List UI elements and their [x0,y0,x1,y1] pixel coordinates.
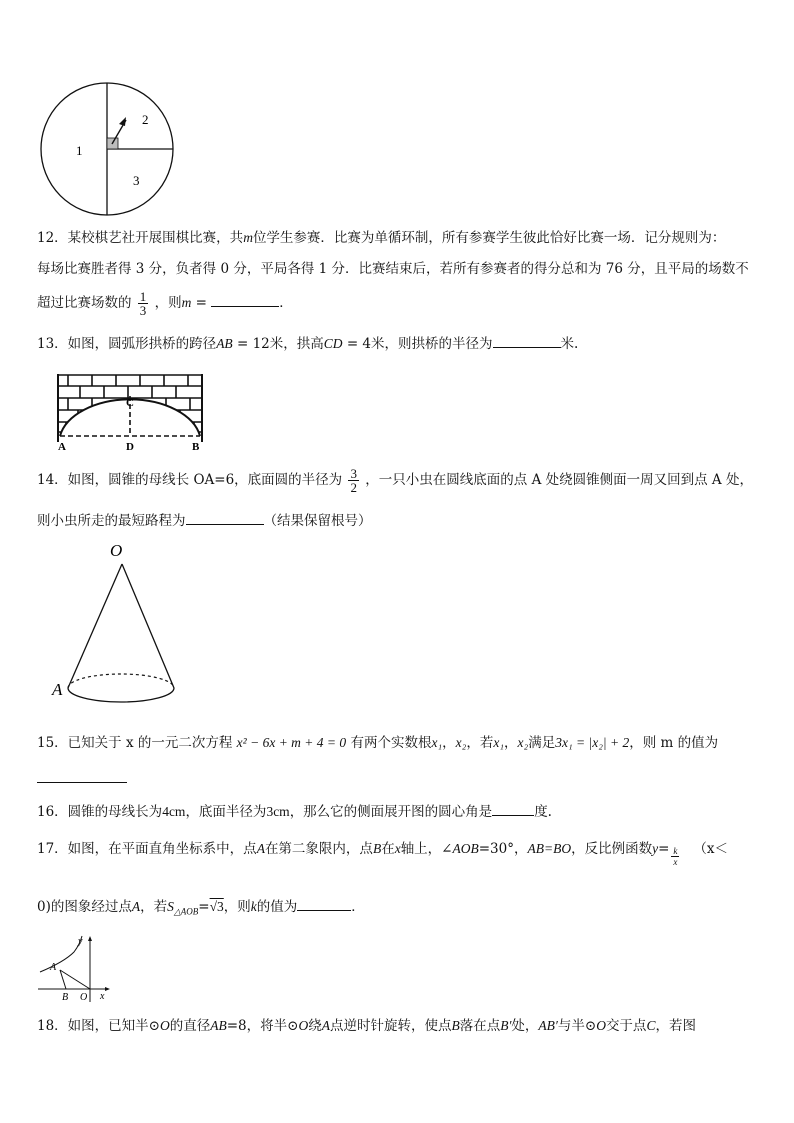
condition: 3x₁ = |x₂| + 2 [555,735,630,750]
q18-line: 18．如图，已知半⊙O的直径AB=8，将半⊙O绕A点逆时针旋转，使点B落在点B′处，AB′与半⊙O交于点C，若图 [37,1018,696,1034]
spinner-figure [38,82,178,222]
arrow-head-icon [119,117,126,126]
cone-base-back [68,674,174,688]
answer-blank-q17[interactable] [297,896,351,911]
q15-answer-line [37,768,127,788]
fraction-k-over-x: $\frac{k}{x}$ [673,846,678,867]
answer-blank-q13[interactable] [493,333,561,348]
fraction-three-halves: $\frac{3}{2}$ [350,466,357,495]
q14-line-1: 14．如图，圆锥的母线长 OA=6，底面圆的半径为 $\frac{3}{2}$ ，一只小虫在圆线底面的点 A 处绕圆锥侧面一周又回到点 A 处， [37,466,753,495]
point-label-b: B [62,992,69,1003]
q12-line-2: 每场比赛胜者得 3 分，负者得 0 分，平局各得 1 分．比赛结束后，若所有参赛者的得分总和为 76 分，且平局的场数不 [37,261,749,277]
fraction-one-third: $\frac{1}{3}$ [139,289,147,318]
x-axis-arrow-icon [105,987,110,991]
q16-line: 16．圆锥的母线长为4cm，底面半径为3cm，那么它的侧面展开图的圆心角是 度. [37,801,552,821]
axis-label-y: y [78,936,83,947]
bridge-figure [54,370,209,452]
axis-label-x: x [100,991,105,1002]
answer-blank-q14[interactable] [186,510,264,525]
spinner-label-1: 1 [76,143,83,158]
q15-line: 15．已知关于 x 的一元二次方程 x² − 6x + m + 4 = 0 有两个实数根x₁，x₂，若x₁，x₂满足3x₁ = |x₂| + 2，则 m 的值为 [37,735,719,751]
answer-blank-q16[interactable] [492,801,534,816]
spinner-label-3: 3 [133,173,140,188]
bridge-label-a: A [58,441,66,452]
q17-line-2: 0)的图象经过点A，若$S_{\triangle AOB}=√3$，则k的值为 ． [37,896,365,921]
answer-blank-q12[interactable] [211,292,279,307]
cone-generatrix-left [68,564,122,688]
bridge-label-d: D [126,441,134,452]
cone-label-a: A [52,680,63,699]
bridge-label-c: C [126,397,134,409]
equation: x² − 6x + m + 4 = 0 [236,735,347,750]
cone-generatrix-right [122,564,174,688]
point-label-a: A [50,962,57,973]
q13-line: 13．如图，圆弧形拱桥的跨径AB = 12米，拱高CD = 4米，则拱桥的半径为 米. [37,333,578,353]
q17-line-1: 17．如图，在平面直角坐标系中，点A在第二象限内，点B在x轴上，∠AOB=30°，AB=BO，反比例函数y= $\frac{k}{x}$ （x＜ [37,841,729,867]
cone-label-o: O [110,541,123,560]
cone-figure [48,538,188,708]
coordinate-figure [36,932,116,1004]
q12-line-1: 12．某校棋艺社开展围棋比赛，共m位学生参赛．比赛为单循环制，所有参赛学生彼此恰好比赛一场．记分规则为： [37,230,726,246]
point-label-o: O [80,992,88,1003]
q14-line-2: 则小虫所走的最短路程为 （结果保留根号） [37,510,372,530]
y-axis-arrow-icon [88,936,92,941]
answer-blank-q15[interactable] [37,768,127,783]
segment-oa [60,970,90,989]
q12-line-3: 超过比赛场数的 $\frac{1}{3}$ ，则m = ． [37,289,293,318]
hyperbola-branch [40,936,82,972]
cone-base-front [68,688,174,702]
bridge-label-b: B [192,441,200,452]
spinner-label-2: 2 [142,112,149,127]
